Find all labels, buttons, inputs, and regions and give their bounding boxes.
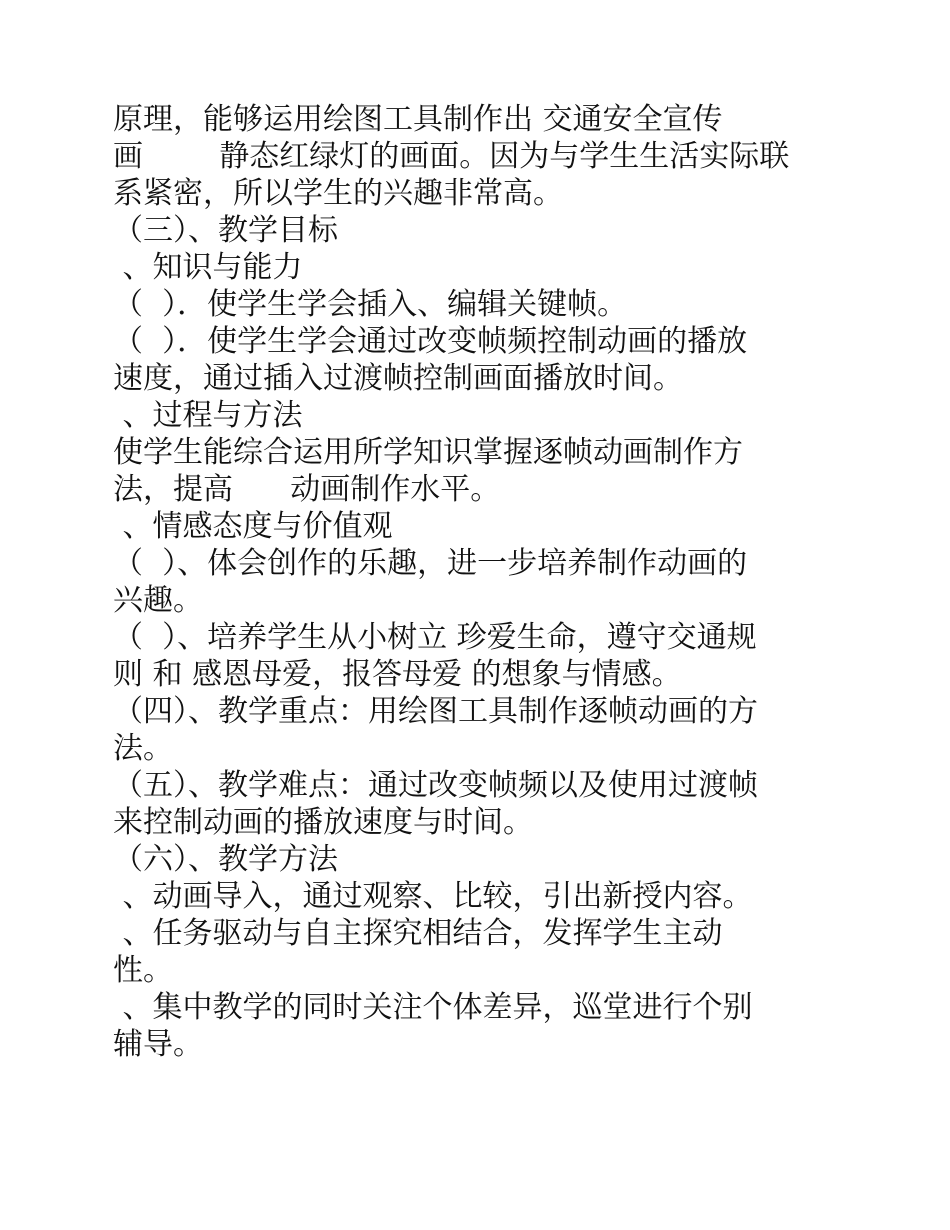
text-line: 兴趣。 bbox=[113, 583, 203, 618]
list-item: （ ）、体会创作的乐趣，进一步培养制作动画的 bbox=[113, 546, 748, 581]
text-line: 系紧密，所以学生的兴趣非常高。 bbox=[113, 176, 563, 211]
list-item: 、动画导入，通过观察、比较，引出新授内容。 bbox=[113, 879, 753, 914]
subsection-heading: 、过程与方法 bbox=[113, 398, 303, 433]
text-line: 原理，能够运用绘图工具制作出 交通安全宣传 bbox=[113, 102, 723, 137]
list-item: （ ）．使学生学会通过改变帧频控制动画的播放 bbox=[113, 324, 748, 359]
section-heading: （四）、教学重点：用绘图工具制作逐帧动画的方 bbox=[113, 694, 758, 729]
list-item: （ ）、培养学生从小树立 珍爱生命，遵守交通规 bbox=[113, 620, 757, 655]
document-body bbox=[113, 101, 853, 1063]
text-line: 使学生能综合运用所学知识掌握逐帧动画制作方 bbox=[113, 435, 743, 470]
text-line: 来控制动画的播放速度与时间。 bbox=[113, 805, 533, 840]
text-line: 辅导。 bbox=[113, 1027, 203, 1062]
text-line: 画 静态红绿灯的画面。因为与学生生活实际联 bbox=[113, 139, 790, 174]
text-line: 则 和 感恩母爱，报答母爱 的想象与情感。 bbox=[113, 657, 682, 692]
section-heading: （五）、教学难点：通过改变帧频以及使用过渡帧 bbox=[113, 768, 758, 803]
list-item: 、任务驱动与自主探究相结合，发挥学生主动 bbox=[113, 916, 723, 951]
section-heading: （三）、教学目标 bbox=[113, 213, 338, 248]
subsection-heading: 、知识与能力 bbox=[113, 250, 303, 285]
list-item: 、集中教学的同时关注个体差异，巡堂进行个别 bbox=[113, 990, 753, 1025]
text-line: 性。 bbox=[113, 953, 173, 988]
section-heading: （六）、教学方法 bbox=[113, 842, 338, 877]
text-line: 法，提高 动画制作水平。 bbox=[113, 472, 501, 507]
list-item: （ ）．使学生学会插入、编辑关键帧。 bbox=[113, 287, 628, 322]
subsection-heading: 、情感态度与价值观 bbox=[113, 509, 393, 544]
text-line: 法。 bbox=[113, 731, 173, 766]
text-line: 速度，通过插入过渡帧控制画面播放时间。 bbox=[113, 361, 683, 396]
